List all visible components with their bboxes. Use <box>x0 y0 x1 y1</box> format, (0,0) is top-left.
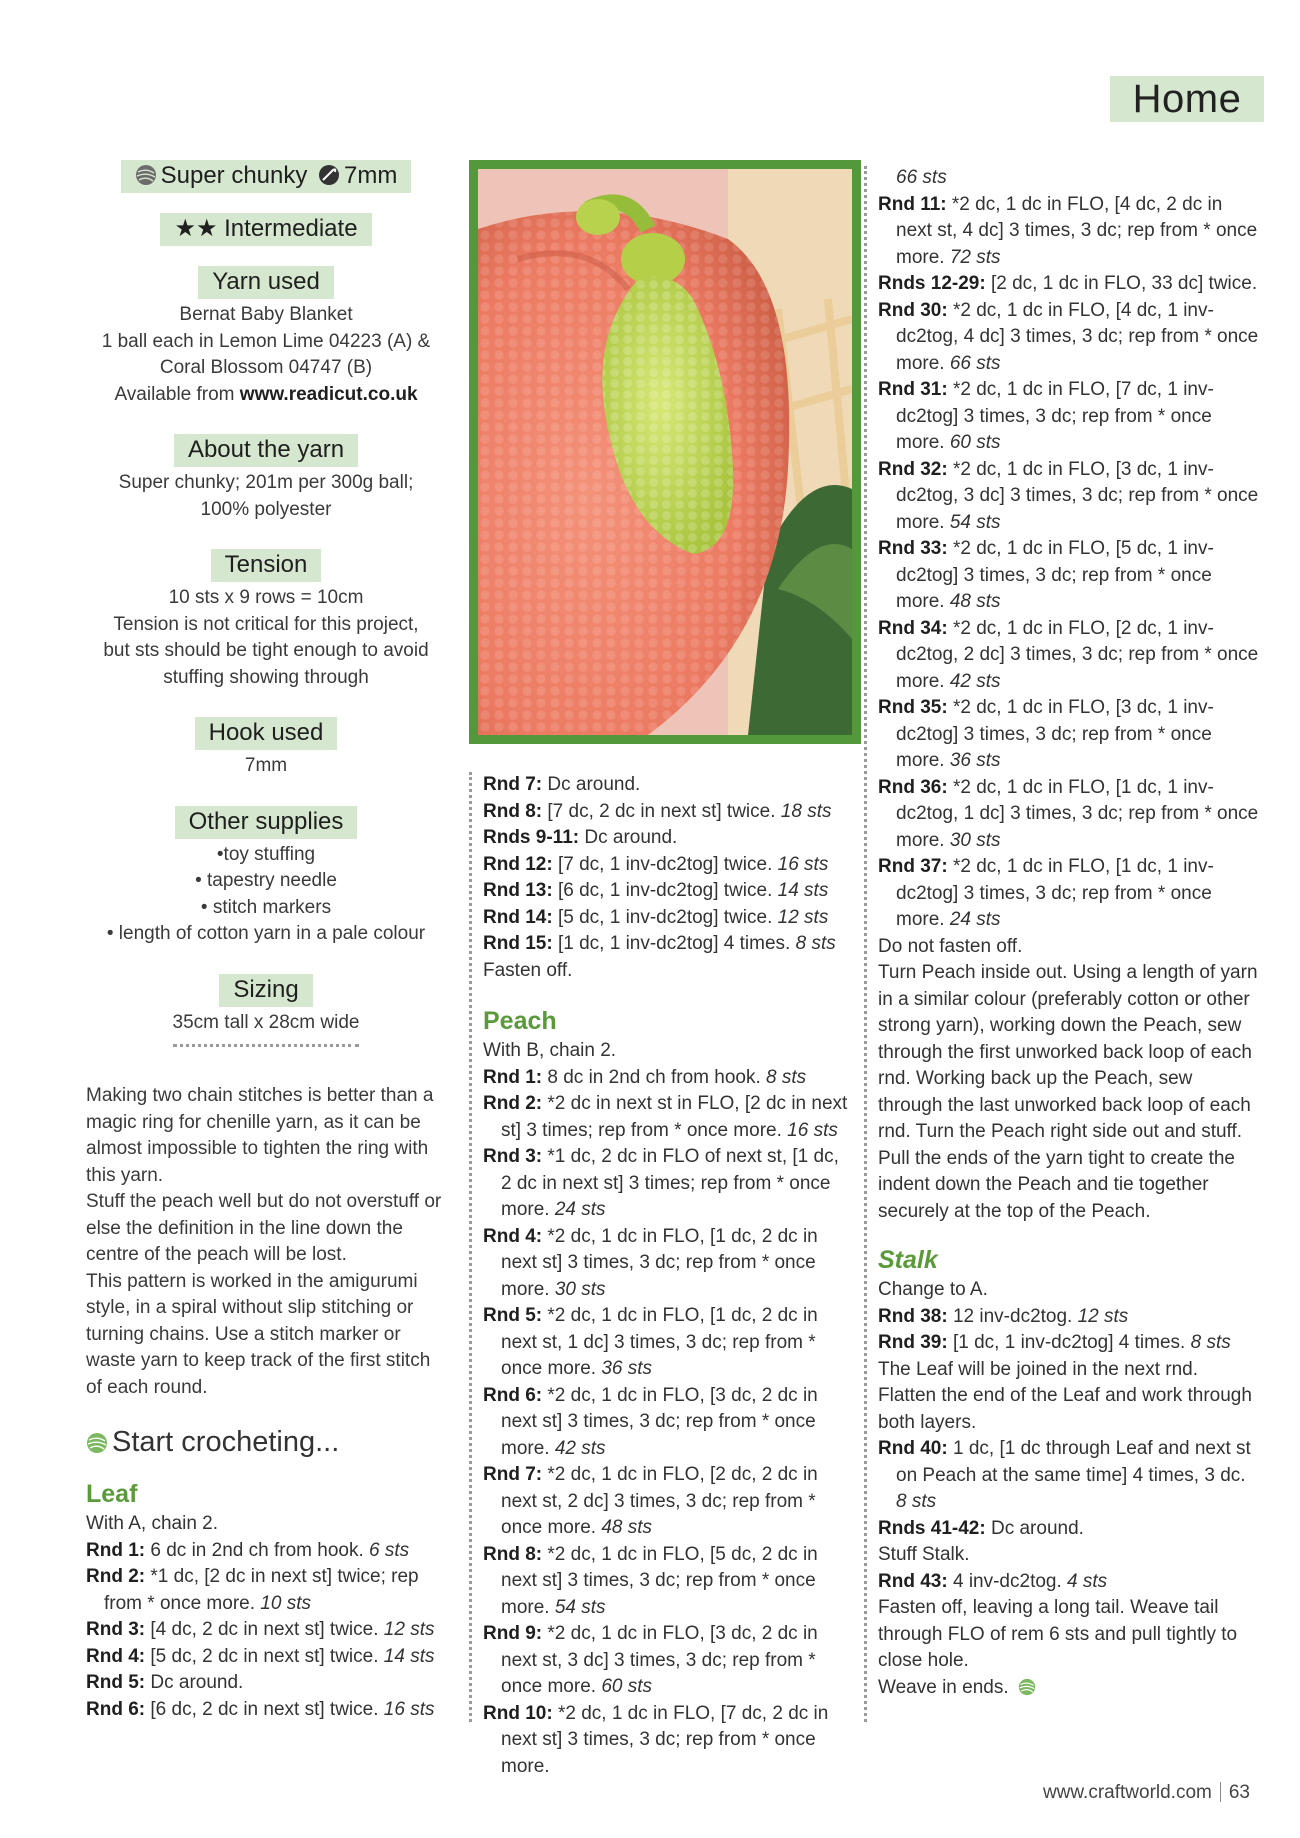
sizing-info <box>86 974 446 1037</box>
leaf-heading: Leaf <box>86 1480 138 1508</box>
tension-line: but sts should be tight enough to avoid <box>103 640 429 661</box>
note-paragraph: Making two chain stitches is better than a magic ring for chenille yarn, as it can be almost impossible to tighten the ring with this yarn. <box>86 1085 434 1186</box>
pattern-round: Rnd 6: [6 dc, 2 dc in next st] twice. 16 sts <box>86 1698 435 1720</box>
footer-divider <box>1220 1782 1221 1802</box>
supply-item: • stitch markers <box>200 896 332 918</box>
peach-outro: Do not fasten off. <box>878 935 1023 957</box>
level-stars: ★★ <box>174 215 218 242</box>
notes <box>86 1083 446 1401</box>
pattern-round: Rnd 9: *2 dc, 1 dc in FLO, [3 dc, 2 dc in next st, 3 dc] 3 times, 3 dc; rep from * once more. 60 sts <box>483 1623 818 1697</box>
stalk-note: Flatten the end of the Leaf and work through both layers. <box>878 1385 1252 1433</box>
column-divider <box>864 166 867 1722</box>
stalk-heading: Stalk <box>878 1246 938 1274</box>
pattern-round: Rnd 37: *2 dc, 1 dc in FLO, [1 dc, 1 inv-dc2tog] 3 times, 3 dc; rep from * once more. 24 sts <box>878 856 1214 930</box>
pattern-round: Rnd 15: [1 dc, 1 inv-dc2tog] 4 times. 8 sts <box>483 933 836 954</box>
peach-heading: Peach <box>483 1007 557 1035</box>
supplier-link[interactable]: www.readicut.co.uk <box>239 383 418 405</box>
pattern-round: Rnd 4: [5 dc, 2 dc in next st] twice. 14 sts <box>86 1645 435 1667</box>
pattern-round: Rnd 1: 6 dc in 2nd ch from hook. 6 sts <box>86 1539 410 1561</box>
other-supplies-info <box>86 806 446 948</box>
supply-item: • tapestry needle <box>195 870 337 891</box>
middle-column <box>483 772 853 1780</box>
level-info <box>86 213 446 246</box>
project-photo <box>469 160 861 744</box>
leaf-pattern <box>86 1511 446 1723</box>
tension-info <box>86 549 446 691</box>
pattern-round: Rnd 5: Dc around. <box>86 1672 244 1693</box>
leaf-intro: With A, chain 2. <box>86 1513 219 1534</box>
weight-hook-info <box>86 160 446 193</box>
about-yarn-line: 100% polyester <box>200 498 332 520</box>
stalk-note: Weave in ends. <box>878 1675 1260 1702</box>
crochet-peach-image <box>478 169 852 735</box>
yarn-used-title: Yarn used <box>198 266 334 299</box>
pattern-round: Rnd 38: 12 inv-dc2tog. 12 sts <box>878 1305 1129 1327</box>
stalk-note: The Leaf will be joined in the next rnd. <box>878 1358 1199 1380</box>
pattern-round: Rnd 12: [7 dc, 1 inv-dc2tog] twice. 16 sts <box>483 853 829 875</box>
stalk-note: Stuff Stalk. <box>878 1544 970 1565</box>
pattern-round: Rnd 31: *2 dc, 1 dc in FLO, [7 dc, 1 inv-dc2tog] 3 times, 3 dc; rep from * once more. 60 sts <box>878 379 1214 453</box>
start-heading <box>86 1425 446 1459</box>
start-heading-text: Start crocheting... <box>112 1426 340 1458</box>
pattern-round: Rnd 30: *2 dc, 1 dc in FLO, [4 dc, 1 inv-dc2tog, 4 dc] 3 times, 3 dc; rep from * once more. 66 sts <box>878 299 1259 374</box>
supply-item: •toy stuffing <box>216 843 316 865</box>
pattern-round: Rnd 43: 4 inv-dc2tog. 4 sts <box>878 1570 1108 1592</box>
pattern-round: Rnd 8: [7 dc, 2 dc in next st] twice. 18 sts <box>483 800 832 822</box>
peach-outro: Turn Peach inside out. Using a length of yarn in a similar colour (preferably cotton or other strong yarn), working down the Peach, sew through the first unworked back loop of each rnd. Working back up the Peach, sew through the last unworked back loop of each rnd. Turn the Peach right side out and stuff. Pull the ends of the yarn tight to create the indent down the Peach and tie together securely at the top of the Peach. <box>878 962 1258 1222</box>
pattern-round: Rnd 6: *2 dc, 1 dc in FLO, [3 dc, 2 dc in next st] 3 times, 3 dc; rep from * once more. 42 sts <box>483 1384 818 1459</box>
pattern-round: Rnd 11: *2 dc, 1 dc in FLO, [4 dc, 2 dc in next st, 4 dc] 3 times, 3 dc; rep from * once more. 72 sts <box>878 193 1258 268</box>
column-divider <box>469 772 472 1722</box>
tension-line: 10 sts x 9 rows = 10cm <box>168 587 364 608</box>
about-yarn-line: Super chunky; 201m per 300g ball; <box>118 472 414 493</box>
pattern-round: Rnds 41-42: Dc around. <box>878 1517 1084 1539</box>
pattern-round: Rnd 1: 8 dc in 2nd ch from hook. 8 sts <box>483 1066 807 1088</box>
yarn-used-line: 1 ball each in Lemon Lime 04223 (A) & <box>101 330 431 352</box>
section-tag: Home <box>1110 76 1264 122</box>
pattern-round: Rnd 40: 1 dc, [1 dc through Leaf and next st on Peach at the same time] 4 times, 3 dc. 8 sts <box>878 1438 1251 1512</box>
pattern-round: Rnd 7: *2 dc, 1 dc in FLO, [2 dc, 2 dc in next st, 2 dc] 3 times, 3 dc; rep from * once more. 48 sts <box>483 1464 818 1538</box>
pattern-round: Rnd 3: [4 dc, 2 dc in next st] twice. 12 sts <box>86 1619 435 1640</box>
page-number: 63 <box>1228 1782 1250 1803</box>
note-paragraph: Stuff the peach well but do not overstuff or else the definition in the line down the centre of the peach will be lost. <box>86 1191 442 1265</box>
yarn-used-line: Coral Blossom 04747 (B) <box>159 357 373 378</box>
right-column <box>878 165 1260 1701</box>
pattern-round: Rnd 39: [1 dc, 1 inv-dc2tog] 4 times. 8 sts <box>878 1332 1231 1353</box>
pattern-round: Rnd 2: *2 dc in next st in FLO, [2 dc in next st] 3 times; rep from * once more. 16 sts <box>483 1093 848 1141</box>
pattern-round: Rnd 14: [5 dc, 1 inv-dc2tog] twice. 12 sts <box>483 906 829 928</box>
footer-url[interactable]: www.craftworld.com <box>1042 1782 1212 1803</box>
hook-icon <box>318 164 340 186</box>
yarn-used-line: Bernat Baby Blanket <box>179 304 353 325</box>
yarn-used-info <box>86 266 446 408</box>
level-pill <box>160 213 371 246</box>
info-column <box>86 160 446 1723</box>
pattern-round: Rnd 3: *1 dc, 2 dc in FLO of next st, [1 dc, 2 dc in next st] 3 times; rep from * once more. 24 sts <box>483 1146 839 1220</box>
sizing-title: Sizing <box>219 974 312 1007</box>
note-paragraph: This pattern is worked in the amigurumi style, in a spiral without slip stitching or turning chains. Use a stitch marker or waste yarn to keep track of the first stitch of each round. <box>86 1270 431 1398</box>
peach-intro: With B, chain 2. <box>483 1040 617 1061</box>
pattern-round: Rnd 4: *2 dc, 1 dc in FLO, [1 dc, 2 dc in next st] 3 times, 3 dc; rep from * once more. 30 sts <box>483 1225 818 1300</box>
stalk-note: Fasten off, leaving a long tail. Weave tail through FLO of rem 6 sts and pull tightly to close hole. <box>878 1597 1238 1671</box>
pattern-round: Rnds 9-11: Dc around. <box>483 827 678 848</box>
pattern-round: Rnd 35: *2 dc, 1 dc in FLO, [3 dc, 1 inv-dc2tog] 3 times, 3 dc; rep from * once more. 36 sts <box>878 697 1214 771</box>
yarn-ball-icon <box>86 1432 108 1454</box>
weight-pill <box>121 160 412 193</box>
pattern-round: Rnds 12-29: [2 dc, 1 dc in FLO, 33 dc] twice. <box>878 273 1258 294</box>
other-supplies-title: Other supplies <box>175 806 358 839</box>
pattern-round: Rnd 32: *2 dc, 1 dc in FLO, [3 dc, 1 inv-dc2tog, 3 dc] 3 times, 3 dc; rep from * once more. 54 sts <box>878 458 1259 533</box>
weight-label: Super chunky <box>160 162 308 189</box>
pattern-round: Rnd 33: *2 dc, 1 dc in FLO, [5 dc, 1 inv-dc2tog] 3 times, 3 dc; rep from * once more. 48 sts <box>878 538 1214 612</box>
yarn-ball-end-icon <box>1018 1678 1036 1696</box>
stalk-intro: Change to A. <box>878 1279 988 1300</box>
page-footer <box>1043 1782 1250 1804</box>
hook-used-info <box>86 717 446 780</box>
sizing-value: 35cm tall x 28cm wide <box>172 1011 360 1033</box>
pattern-round: Rnd 34: *2 dc, 1 dc in FLO, [2 dc, 1 inv-dc2tog, 2 dc] 3 times, 3 dc; rep from * once more. 42 sts <box>878 617 1259 692</box>
pattern-round: Rnd 8: *2 dc, 1 dc in FLO, [5 dc, 2 dc in next st] 3 times, 3 dc; rep from * once more. 54 sts <box>483 1543 818 1618</box>
dotted-divider <box>173 1044 359 1047</box>
hook-used-title: Hook used <box>195 717 338 750</box>
about-yarn-title: About the yarn <box>174 434 358 467</box>
pattern-round-continued: 66 sts <box>896 167 947 188</box>
tension-title: Tension <box>211 549 322 582</box>
about-yarn-info <box>86 434 446 523</box>
available-from-label: Available from <box>114 383 235 405</box>
hook-used-value: 7mm <box>244 755 288 776</box>
pattern-round: Rnd 2: *1 dc, [2 dc in next st] twice; rep from * once more. 10 sts <box>86 1566 419 1614</box>
pattern-round: Rnd 5: *2 dc, 1 dc in FLO, [1 dc, 2 dc in next st, 1 dc] 3 times, 3 dc; rep from * once more. 36 sts <box>483 1305 818 1379</box>
level-label: Intermediate <box>224 215 358 242</box>
pattern-round: Rnd 36: *2 dc, 1 dc in FLO, [1 dc, 1 inv-dc2tog, 1 dc] 3 times, 3 dc; rep from * once more. 30 sts <box>878 776 1259 851</box>
supply-item: • length of cotton yarn in a pale colour <box>106 923 426 944</box>
leaf-outro: Fasten off. <box>483 959 573 981</box>
tension-line: stuffing showing through <box>163 666 369 688</box>
yarn-ball-icon <box>135 164 157 186</box>
pattern-round: Rnd 7: Dc around. <box>483 774 641 795</box>
pattern-round: Rnd 13: [6 dc, 1 inv-dc2tog] twice. 14 sts <box>483 880 829 901</box>
pattern-round: Rnd 10: *2 dc, 1 dc in FLO, [7 dc, 2 dc in next st] 3 times, 3 dc; rep from * once more. <box>483 1702 829 1777</box>
hook-size-label: 7mm <box>344 162 398 189</box>
tension-line: Tension is not critical for this project, <box>113 613 419 635</box>
